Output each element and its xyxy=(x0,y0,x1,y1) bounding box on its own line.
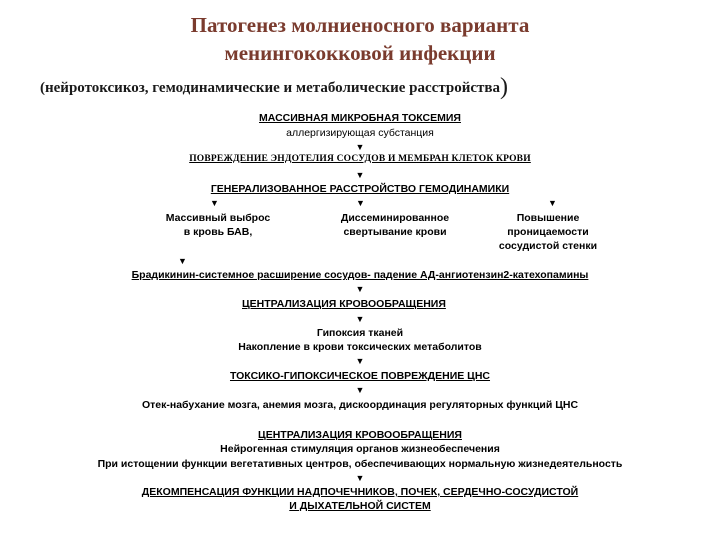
step-bradykinin: Брадикинин-системное расширение сосудов- падение АД-ангиотензин2-катехопамины xyxy=(131,269,589,281)
arrow-down-icon: ▼ xyxy=(355,356,365,366)
step-decompensation-line-1: ДЕКОМПЕНСАЦИЯ ФУНКЦИИ НАДПОЧЕЧНИКОВ, ПОЧЕК, СЕРДЕЧНО-СОСУДИСТОЙ xyxy=(141,486,579,498)
arrow-down-icon: ▼ xyxy=(355,142,365,152)
step-endothelium: ПОВРЕЖДЕНИЕ ЭНДОТЕЛИЯ СОСУДОВ И МЕМБРАН КЛЕТОК КРОВИ xyxy=(189,154,531,164)
branch-right-line-2: проницаемости xyxy=(507,226,589,238)
step-decompensation-line-2: И ДЫХАТЕЛЬНОЙ СИСТЕМ xyxy=(289,500,431,512)
arrow-down-icon: ▼ xyxy=(355,284,365,294)
branch-middle-line-1: Диссеминированное xyxy=(340,212,450,224)
step-metabolites: Накопление в крови токсических метаболитов xyxy=(238,341,482,353)
arrow-down-icon: ▼ xyxy=(548,198,557,208)
branch-right-line-3: сосудистой стенки xyxy=(498,240,598,252)
step-centralization-2: ЦЕНТРАЛИЗАЦИЯ КРОВООБРАЩЕНИЯ xyxy=(258,429,462,441)
step-exhaustion: При истощении функции вегетативных центров, обеспечивающих нормальную жизнедеятельность xyxy=(97,458,623,470)
page-title-line-2: менингококковой инфекции xyxy=(224,41,496,65)
arrow-down-icon: ▼ xyxy=(178,256,187,266)
arrow-down-icon: ▼ xyxy=(355,473,365,483)
arrow-down-icon: ▼ xyxy=(355,385,365,395)
branch-left xyxy=(148,211,288,239)
subtitle xyxy=(40,74,508,101)
page-title-line-1: Патогенез молниеносного варианта xyxy=(190,13,530,37)
branch-left-line-1: Массивный выброс xyxy=(165,212,271,224)
arrow-down-icon: ▼ xyxy=(356,198,365,208)
branch-middle-line-2: свертывание крови xyxy=(343,226,447,238)
arrow-down-icon: ▼ xyxy=(355,314,365,324)
branch-left-line-2: в кровь БАВ, xyxy=(183,226,253,238)
arrow-down-icon: ▼ xyxy=(355,170,365,180)
step-edema: Отек-набухание мозга, анемия мозга, дискоординация регуляторных функций ЦНС xyxy=(141,399,579,411)
step-hypoxia: Гипоксия тканей xyxy=(316,327,404,339)
step-allergen: аллергизирующая субстанция xyxy=(286,127,434,139)
branch-middle xyxy=(320,211,470,239)
subtitle-text: (нейротоксикоз, гемодинамические и метаболические расстройства xyxy=(40,80,500,96)
step-toxemia: МАССИВНАЯ МИКРОБНАЯ ТОКСЕМИЯ xyxy=(259,112,461,124)
step-cns-damage: ТОКСИКО-ГИПОКСИЧЕСКОЕ ПОВРЕЖДЕНИЕ ЦНС xyxy=(229,370,491,382)
step-hemodynamics: ГЕНЕРАЛИЗОВАННОЕ РАССТРОЙСТВО ГЕМОДИНАМИКИ xyxy=(210,183,510,195)
step-neurogenic: Нейрогенная стимуляция органов жизнеобеспечения xyxy=(220,443,500,455)
subtitle-close-paren: ) xyxy=(500,74,508,100)
branch-right-line-1: Повышение xyxy=(516,212,580,224)
branch-right xyxy=(478,211,618,253)
arrow-down-icon: ▼ xyxy=(210,198,219,208)
step-centralization-1: ЦЕНТРАЛИЗАЦИЯ КРОВООБРАЩЕНИЯ xyxy=(242,298,446,310)
